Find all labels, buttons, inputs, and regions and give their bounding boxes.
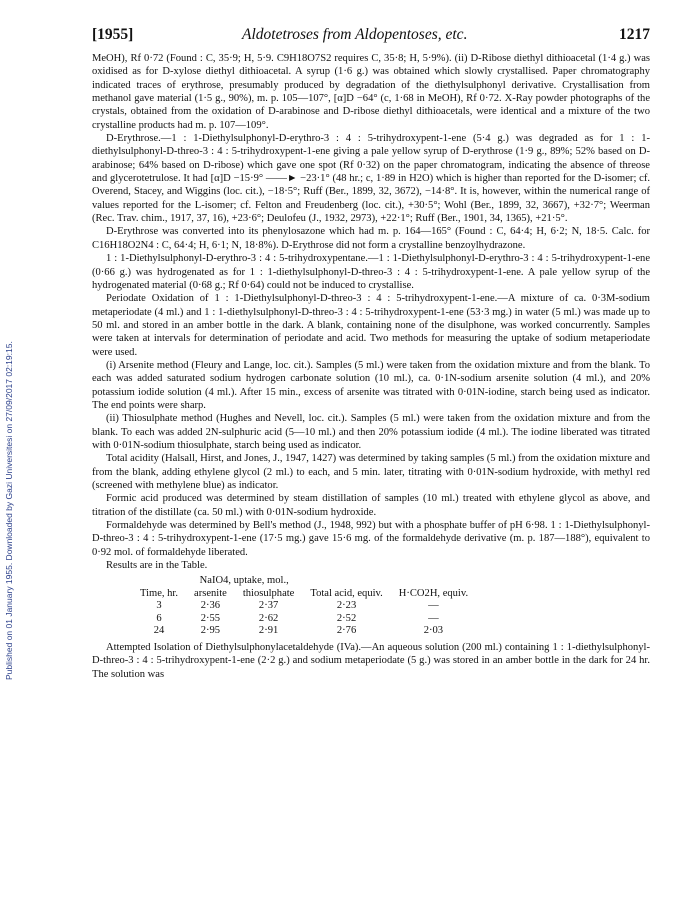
running-header: [92, 26, 650, 52]
table-cell: 2·62: [258, 612, 279, 624]
header-year: [1955]: [92, 26, 134, 43]
table-cell: 2·95: [200, 625, 221, 637]
table-row: [132, 600, 476, 613]
paragraph: Periodate Oxidation of 1 : 1-Diethylsulphonyl-D-threo-3 : 4 : 5-trihydroxypent-1-ene.—A mixture of ca. 0·3M-sodium metaperiodate (4 ml.) and 1 : 1-diethylsulphonyl-D-threo-3 : 4 : 5-trihydroxypent-1-ene (53·3 mg.) in water (5 ml.) was made up to 50 ml. and stored in an amber bottle in the dark. A blank, containing none of the disulphone, was worked concurrently. Samples were taken at intervals for determination of periodate and acid. Two methods for measuring the uptake of sodium metaperiodate were used.: [92, 293, 650, 358]
table-cell: 2·55: [200, 612, 221, 624]
paper-body: [92, 52, 650, 681]
column-header: thiosulphate: [242, 587, 295, 599]
column-header: arsenite: [194, 587, 227, 599]
table-cell: 2·37: [258, 600, 279, 612]
paper-page: [92, 26, 650, 681]
paragraph: (i) Arsenite method (Fleury and Lange, loc. cit.). Samples (5 ml.) were taken from the oxidation mixture and from the blank. To each was added saturated sodium hydrogen carbonate solution (10 ml.), ca. 0·1N-sodium arsenite solution (4 ml.), and 20% potassium iodide solution (4 ml.). After 15 min., excess of arsenite was titrated with 0·01N-iodine, starch being used as indicator. The end points were sharp.: [92, 359, 650, 411]
table-cell: 2·91: [258, 625, 279, 637]
column-header: H·CO2H, equiv.: [398, 587, 469, 599]
table-row: [132, 625, 476, 638]
paragraph: D-Erythrose.—1 : 1-Diethylsulphonyl-D-erythro-3 : 4 : 5-trihydroxypent-1-ene (5·4 g.) was degraded as for 1 : 1-diethylsulphonyl-D-threo-3 : 4 : 5-trihydroxypent-1-ene giving a pale yellow syrup of D-erythrose (1·9 g., 89%; 52% based on D-arabinose; 64% based on D-ribose) which gave one spot (Rf 0·32) on the paper chromatogram, indicating the absence of threose and glycerotetrulose. It had [α]D −15·9° ——► −23·1° (48 hr.; c, 1·89 in H2O) which is higher than reported for the D-isomer; cf. Overend, Stacey, and Wiggins (loc. cit.), −18·5°; Ruff (Ber., 1899, 32, 3672), −14·8°. It is, however, within the numerical range of values reported for the L-isomer; cf. Felton and Freudenberg (loc. cit.), +30·5°; Wohl (Ber., 1899, 32, 3667), +32·7°; Weerman (Rec. Trav. chim., 1917, 37, 16), +23·6°; Deulofeu (J., 1932, 2973), +22·1°; Ruff (Ber., 1901, 34, 1365), +21·5°.: [92, 133, 650, 225]
column-header: Total acid, equiv.: [310, 587, 383, 599]
page-number: 1217: [619, 26, 650, 43]
table-cell: 2·36: [200, 600, 221, 612]
paragraph: Total acidity (Halsall, Hirst, and Jones, J., 1947, 1427) was determined by taking samples (5 ml.) from the oxidation mixture and from the blank, adding ethylene glycol (2 ml.) to each, and 5 min. later, titrating with 0·01N-sodium hydroxide, with methyl red (screened with methylene blue) as indicator.: [92, 453, 650, 491]
paragraph: Results are in the Table.: [106, 560, 208, 572]
table-cell: 2·76: [336, 625, 357, 637]
table-cell: 3: [156, 600, 162, 612]
table-group-header-row: [132, 575, 476, 588]
paragraph: Attempted Isolation of Diethylsulphonylacetaldehyde (IVa).—An aqueous solution (200 ml.) containing 1 : 1-diethylsulphonyl-D-threo-3 : 4 : 5-trihydroxypent-1-ene (2·2 g.) and sodium metaperiodate (5 g.) was stored in an amber bottle in the dark for 24 hr. The solution was: [92, 641, 650, 680]
table-cell: 2·03: [423, 625, 444, 637]
table-cell: 2·23: [336, 600, 357, 612]
column-header: Time, hr.: [140, 587, 179, 599]
header-title: Aldotetroses from Aldopentoses, etc.: [242, 26, 468, 43]
results-table: [132, 575, 476, 638]
publication-watermark: [2, 80, 16, 680]
table-cell: 24: [153, 625, 165, 637]
table-header-row: [132, 588, 476, 601]
table-cell: 6: [156, 612, 162, 624]
table-group-header: NaIO4, uptake, mol.,: [199, 575, 289, 587]
paragraph: 1 : 1-Diethylsulphonyl-D-erythro-3 : 4 : 5-trihydroxypentane.—1 : 1-Diethylsulphonyl-D-erythro-3 : 4 : 5-trihydroxypent-1-ene (0·66 g.) was hydrogenated as for 1 : 1-diethylsulphonyl-D-threo-3 : 4 : 5-trihydroxypent-1-ene. A pale yellow syrup of the hydrogenated material (0·68 g.; Rf 0·64) could not be induced to crystallise.: [92, 253, 650, 291]
publication-note: Published on 01 January 1955. Downloaded by Gazi Universitesi on 27/09/2017 02:19:15.: [4, 341, 14, 680]
paragraph: D-Erythrose was converted into its phenylosazone which had m. p. 164—165° (Found : C, 64·4; H, 6·2; N, 18·5. Calc. for C16H18O2N4 : C, 64·4; H, 6·1; N, 18·8%). D-Erythrose did not form a crystalline benzoylhydrazone.: [92, 226, 650, 251]
paragraph: MeOH), Rf 0·72 (Found : C, 35·9; H, 5·9. C9H18O7S2 requires C, 35·8; H, 5·9%). (ii) D-Ribose diethyl dithioacetal (1·4 g.) was oxidised as for D-xylose diethyl dithioacetal. A syrup (1·6 g.) was obtained which slowly crystallised. Paper chromatography indicated traces of erythrose, presumably produced by degradation of the diethylsulphonyl derivative. Crystallisation from methanol gave material (1·5 g., 90%), m. p. 105—107°, [α]D −64° (c, 1·68 in MeOH), Rf 0·72. X-Ray powder photographs of the crystals, obtained from the oxidation of D-arabinose and D-ribose diethyl dithioacetals, were identical and a mixture of the two crystalline products had m. p. 107—109°.: [92, 53, 650, 131]
table-cell: 2·52: [336, 612, 357, 624]
table-cell: —: [428, 612, 439, 624]
paragraph: (ii) Thiosulphate method (Hughes and Nevell, loc. cit.). Samples (5 ml.) were taken from the oxidation mixture and from the blank. To each was added 2N-sulphuric acid (5—10 ml.) and then 20% potassium iodide (4 ml.). The iodine liberated was titrated with 0·01N-sodium thiosulphate, starch being used as indicator.: [92, 413, 650, 451]
paragraph: Formaldehyde was determined by Bell's method (J., 1948, 992) but with a phosphate buffer of pH 6·98. 1 : 1-Diethylsulphonyl-D-threo-3 : 4 : 5-trihydroxypent-1-ene (17·5 mg.) gave 15·6 mg. of the formaldehyde derivative (m. p. 187—188°), equivalent to 0·92 mol. of formaldehyde liberated.: [92, 520, 650, 558]
paragraph: Formic acid produced was determined by steam distillation of samples (10 ml.) treated with ethylene glycol as above, and titration of the distillate (ca. 50 ml.) with 0·01N-sodium hydroxide.: [92, 493, 650, 518]
table-cell: —: [428, 600, 439, 612]
table-row: [132, 613, 476, 626]
